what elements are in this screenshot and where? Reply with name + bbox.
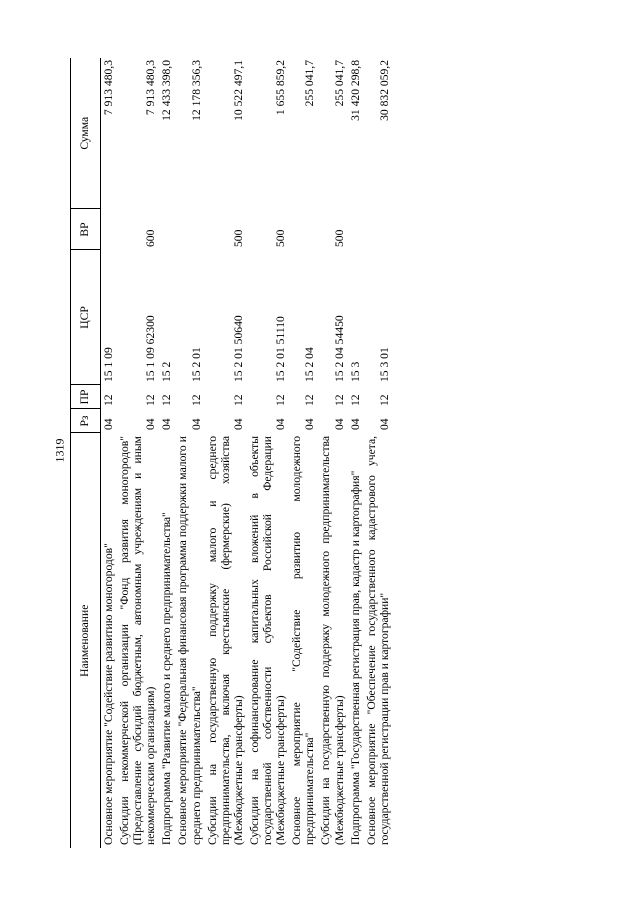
row-rz: 04 [303,418,317,430]
row-sum: 12 433 398,0 [160,60,174,121]
row-csr: 15 2 [160,361,174,382]
row-vr: 600 [144,229,158,247]
row-pr: 12 [160,394,174,406]
rotated-page-content [70,58,602,848]
table-row [101,58,118,848]
table-row [289,58,318,848]
row-csr: 15 1 09 62300 [144,315,158,382]
row-name: Подпрограмма "Развитие малого и среднего предпринимательства" [160,512,174,845]
row-vr [175,209,204,250]
row-vr: 500 [274,229,288,247]
row-csr: 15 2 01 50640 [231,315,245,382]
row-name: Основное мероприятие "Содействие развитию моногородов" [102,543,115,845]
row-rz: 04 [348,418,362,430]
row-pr: 12 [348,394,362,406]
table-header-row [71,58,101,848]
row-rz: 04 [274,418,288,430]
header-rz: Рз [71,409,101,433]
row-pr: 12 [144,394,158,406]
row-name: Субсидии на софинансирование капитальных вложений в объекты государственной собственности субъектов Российской Федерации (Межбюджетные трансферты) [247,436,288,845]
row-vr [348,209,364,250]
row-sum: 12 178 356,3 [189,60,203,121]
row-vr [364,209,393,250]
row-sum: 10 522 497,1 [231,60,245,121]
row-rz: 04 [231,418,245,430]
row-sum: 255 041,7 [303,60,317,107]
row-pr: 12 [189,394,203,406]
header-vr: ВР [71,209,101,250]
row-csr: 15 3 01 [377,347,391,382]
row-csr: 15 2 04 54450 [332,315,346,382]
row-vr: 500 [332,229,346,247]
row-vr: 500 [231,229,245,247]
row-pr: 12 [332,394,346,406]
row-pr: 12 [303,394,317,406]
row-name: Основное мероприятие "Содействие развитию молодежного предпринимательства" [290,436,317,845]
row-vr [101,209,118,250]
table-row [159,58,175,848]
table-row [348,58,364,848]
row-vr [159,209,175,250]
row-csr: 15 1 09 [102,347,115,382]
header-sum: Сумма [71,58,101,209]
row-rz: 04 [160,418,174,430]
row-pr: 12 [377,394,391,406]
table-row [318,58,347,848]
row-name: Основное мероприятие "Федеральная финансовая программа поддержки малого и среднего предпринимательства" [176,436,203,845]
row-rz: 04 [332,418,346,430]
header-pr: ПР [71,385,101,409]
row-rz: 04 [102,418,115,430]
row-vr [289,209,318,250]
row-sum: 7 913 480,3 [102,60,115,116]
table-row [247,58,289,848]
row-sum: 1 655 859,2 [274,60,288,116]
row-name: Субсидии на государственную поддержку молодежного предпринимательства (Межбюджетные трансферты) [319,436,346,845]
row-name: Субсидии на государственную поддержку малого и среднего предпринимательства, включая крестьянские (фермерские) хозяйства (Межбюджетные трансферты) [205,436,245,845]
row-sum: 31 420 298,8 [348,60,362,121]
row-pr: 12 [274,394,288,406]
row-name: Подпрограмма "Государственная регистрация прав, кадастр и картография" [348,470,362,845]
row-csr: 15 3 [348,361,362,382]
table-row [364,58,393,848]
row-name: Основное мероприятие "Обеспечение государственного кадастрового учета, государственной регистрации прав и картографии" [364,436,391,845]
row-pr: 12 [231,394,245,406]
row-rz: 04 [377,418,391,430]
header-csr: ЦСР [71,250,101,385]
row-sum: 255 041,7 [332,60,346,107]
table-row [205,58,247,848]
budget-table [70,58,393,848]
table-row [175,58,204,848]
row-rz: 04 [144,418,158,430]
page-number: 1319 [52,438,67,463]
row-csr: 15 2 04 [303,347,317,382]
row-sum: 30 832 059,2 [377,60,391,121]
row-name: Субсидии некоммерческой организации "Фонд развития моногородов" (Предоставление субсидий бюджетным, автономным учреждениям и иным некоммерческим организациям) [118,436,158,845]
row-pr: 12 [102,394,115,406]
table-row [117,58,159,848]
row-rz: 04 [189,418,203,430]
row-sum: 7 913 480,3 [144,60,158,116]
row-csr: 15 2 01 [189,347,203,382]
header-name: Наименование [71,433,101,848]
row-csr: 15 2 01 51110 [274,316,288,382]
